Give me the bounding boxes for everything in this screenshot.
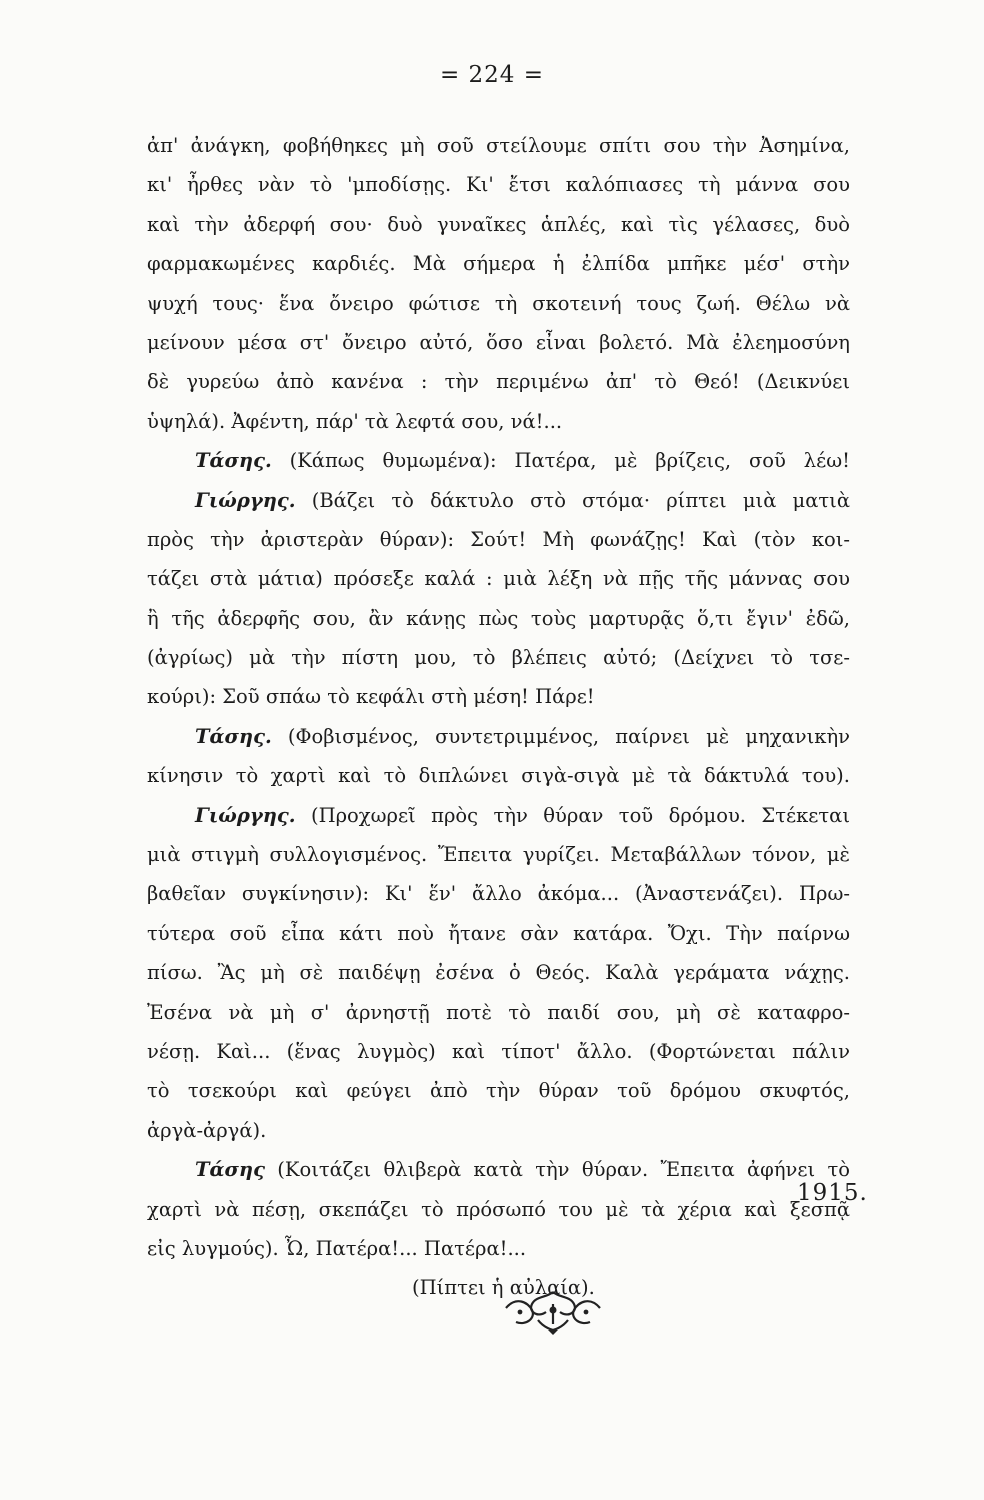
text-line xyxy=(147,638,850,677)
line-text: (Πίπτει ἡ αὐλαία). xyxy=(412,1276,595,1300)
text-line xyxy=(147,165,850,204)
line-text: κι' ἦρθες νὰν τὸ 'μποδίσῃς. Κι' ἔτσι καλόπιασες τὴ μάννα σου xyxy=(147,173,850,197)
text-line xyxy=(147,1229,850,1268)
line-text: ἀπ' ἀνάγκη, φοβήθηκες μὴ σοῦ στείλουμε σπίτι σου τὴν Ἀσημίνα, xyxy=(147,134,850,157)
line-text: εἰς λυγμούς). Ὦ, Πατέρα!... Πατέρα!... xyxy=(147,1236,527,1260)
text-line xyxy=(147,559,850,598)
text-line xyxy=(147,362,850,401)
line-text: κίνησιν τὸ χαρτὶ καὶ τὸ διπλώνει σιγὰ-σιγὰ μὲ τὰ δάκτυλά του). xyxy=(147,764,850,788)
text-line xyxy=(147,677,850,716)
text-line xyxy=(147,244,850,283)
speaker-name: Τάσης. xyxy=(195,724,272,748)
line-text: Ἐσένα νὰ μὴ σ' ἀρνηστῇ ποτὲ τὸ παιδί σου, μὴ σὲ καταφρο- xyxy=(147,1000,850,1024)
speaker-name: Τάσης. xyxy=(195,449,272,473)
text-line xyxy=(147,835,850,874)
text-line xyxy=(147,520,850,559)
text-line xyxy=(147,756,850,795)
line-text: δὲ γυρεύω ἀπὸ κανένα : τὴν περιμένω ἀπ' τὸ Θεό! (Δεικνύει xyxy=(147,370,850,394)
text-line xyxy=(147,796,850,835)
line-text: (Φοβισμένος, συντετριμμένος, παίρνει μὲ μηχανικὴν xyxy=(271,724,850,748)
line-text: (Κοιτάζει θλιβερὰ κατὰ τὴν θύραν. Ἔπειτα ἀφήνει τὸ xyxy=(264,1158,850,1182)
text-line xyxy=(147,1071,850,1110)
text-line xyxy=(147,441,850,480)
text-line xyxy=(147,914,850,953)
ornament-icon xyxy=(498,1286,608,1336)
text-line xyxy=(147,717,850,756)
line-text: (Βάζει τὸ δάκτυλο στὸ στόμα· ρίπτει μιὰ ματιὰ xyxy=(295,488,850,512)
line-text: καὶ τὴν ἀδερφή σου· δυὸ γυναῖκες ἁπλές, καὶ τὶς γέλασες, δυὸ xyxy=(147,212,850,236)
text-line xyxy=(147,481,850,520)
line-text: πρὸς τὴν ἀριστερὰν θύραν): Σούτ! Μὴ φωνάζῃς! Καὶ (τὸν κοι- xyxy=(147,527,850,551)
line-text: χαρτὶ νὰ πέσῃ, σκεπάζει τὸ πρόσωπό του μὲ τὰ χέρια καὶ ξεσπᾷ xyxy=(147,1197,850,1221)
line-text: τύτερα σοῦ εἶπα κάτι ποὺ ἤτανε σὰν κατάρα. Ὄχι. Τὴν παίρνω xyxy=(147,921,850,945)
text-line xyxy=(147,1150,850,1189)
line-text: βαθεῖαν συγκίνησιν): Κι' ἕν' ἄλλο ἀκόμα... (Ἀναστενάζει). Πρω- xyxy=(147,882,850,906)
text-line xyxy=(147,1190,850,1229)
speaker-name: Γιώργης. xyxy=(195,488,296,512)
line-text: φαρμακωμένες καρδιές. Μὰ σήμερα ἡ ἐλπίδα μπῆκε μέσ' στὴν xyxy=(147,252,850,276)
line-text: τὸ τσεκούρι καὶ φεύγει ἀπὸ τὴν θύραν τοῦ δρόμου σκυφτός, xyxy=(147,1079,850,1103)
line-text: (Προχωρεῖ πρὸς τὴν θύραν τοῦ δρόμου. Στέκεται xyxy=(295,803,850,827)
year: 1915. xyxy=(797,1180,868,1206)
text-line xyxy=(147,126,850,165)
page-number: = 224 = xyxy=(439,62,545,88)
text-line xyxy=(147,205,850,244)
line-text: ψυχή τους· ἕνα ὄνειρο φώτισε τὴ σκοτεινή τους ζωή. Θέλω νὰ xyxy=(147,291,850,315)
text-line xyxy=(147,284,850,323)
line-text: τάζει στὰ μάτια) πρόσεξε καλά : μιὰ λέξη νὰ πῇς τῆς μάννας σου xyxy=(147,567,850,591)
text-line xyxy=(147,1111,850,1150)
text-line xyxy=(147,402,850,441)
speaker-name: Τάσης xyxy=(195,1158,265,1182)
line-text: μιὰ στιγμὴ συλλογισμένος. Ἔπειτα γυρίζει. Μεταβάλλων τόνον, μὲ xyxy=(147,843,850,867)
line-text: νέσῃ. Καὶ... (ἕνας λυγμὸς) καὶ τίποτ' ἄλλο. (Φορτώνεται πάλιν xyxy=(147,1039,850,1063)
play-text xyxy=(147,126,850,1308)
line-text: ὑψηλά). Ἀφέντη, πάρ' τὰ λεφτά σου, νά!... xyxy=(147,409,563,433)
line-text: μείνουν μέσα στ' ὄνειρο αὐτό, ὅσο εἶναι βολετό. Μὰ ἐλεημοσύνη xyxy=(147,330,850,354)
text-line xyxy=(147,323,850,362)
text-line xyxy=(147,874,850,913)
text-line xyxy=(147,599,850,638)
line-text: ἢ τῆς ἀδερφῆς σου, ἂν κάνῃς πὼς τοὺς μαρτυρᾷς ὅ,τι ἔγιν' ἐδῶ, xyxy=(147,606,850,630)
text-line xyxy=(147,993,850,1032)
line-text: ἀργὰ-ἀργά). xyxy=(147,1118,267,1142)
speaker-name: Γιώργης. xyxy=(195,803,296,827)
line-text: (ἀγρίως) μὰ τὴν πίστη μου, τὸ βλέπεις αὐτό; (Δείχνει τὸ τσε- xyxy=(147,646,850,670)
text-line xyxy=(147,953,850,992)
line-text: (Κάπως θυμωμένα): Πατέρα, μὲ βρίζεις, σοῦ λέω! xyxy=(271,449,850,473)
line-text: κούρι): Σοῦ σπάω τὸ κεφάλι στὴ μέση! Πάρε! xyxy=(147,685,595,709)
line-text: πίσω. Ἂς μὴ σὲ παιδέψῃ ἐσένα ὁ Θεός. Καλὰ γεράματα νάχῃς. xyxy=(147,961,850,985)
text-line xyxy=(147,1032,850,1071)
